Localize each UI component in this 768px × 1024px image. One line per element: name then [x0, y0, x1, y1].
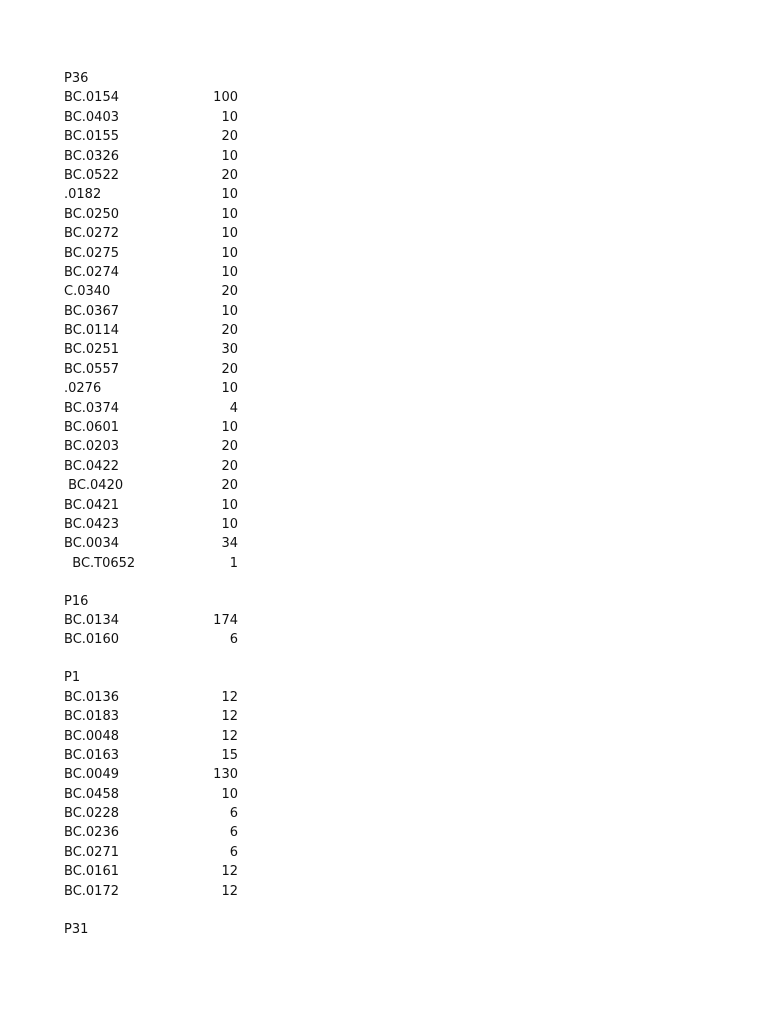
- item-code: BC.0374: [64, 400, 119, 416]
- item-quantity: 130: [213, 767, 238, 783]
- list-item: [64, 534, 264, 553]
- item-code: BC.0172: [64, 883, 119, 899]
- list-item: [64, 882, 264, 901]
- item-quantity: 20: [221, 284, 238, 300]
- list-item: [64, 302, 264, 321]
- item-quantity: 34: [221, 536, 238, 552]
- list-item: [64, 360, 264, 379]
- item-code: BC.0275: [64, 245, 119, 261]
- list-item: [64, 282, 264, 301]
- item-code: BC.0236: [64, 825, 119, 841]
- item-code: BC.0136: [64, 689, 119, 705]
- item-quantity: 10: [221, 206, 238, 222]
- item-code: BC.0251: [64, 342, 119, 358]
- item-quantity: 20: [221, 167, 238, 183]
- item-quantity: 10: [221, 786, 238, 802]
- item-code: .0182: [64, 187, 102, 203]
- item-code: BC.0601: [64, 420, 119, 436]
- list-item: [64, 340, 264, 359]
- item-quantity: 10: [221, 187, 238, 203]
- item-quantity: 4: [229, 400, 238, 416]
- list-item: [64, 399, 264, 418]
- item-quantity: 6: [229, 825, 238, 841]
- list-item: [64, 804, 264, 823]
- list-item: [64, 379, 264, 398]
- list-item: [64, 862, 264, 881]
- document-sheet: [64, 69, 264, 939]
- list-item: [64, 127, 264, 146]
- item-quantity: 10: [221, 226, 238, 242]
- item-code: BC.0049: [64, 767, 119, 783]
- item-code: BC.0458: [64, 786, 119, 802]
- item-quantity: 10: [221, 148, 238, 164]
- item-quantity: 12: [221, 689, 238, 705]
- item-code: BC.0557: [64, 361, 119, 377]
- group-2: [64, 668, 264, 901]
- list-item: [64, 88, 264, 107]
- item-code: BC.0420: [64, 478, 124, 494]
- item-quantity: 12: [221, 728, 238, 744]
- item-quantity: 6: [229, 806, 238, 822]
- list-item: [64, 205, 264, 224]
- list-item: [64, 765, 264, 784]
- list-item: [64, 437, 264, 456]
- item-code: C.0340: [64, 284, 111, 300]
- item-code: BC.0161: [64, 864, 119, 880]
- list-item: [64, 244, 264, 263]
- list-item: [64, 147, 264, 166]
- item-quantity: 20: [221, 323, 238, 339]
- item-code: BC.0421: [64, 497, 119, 513]
- item-code: BC.0272: [64, 226, 119, 242]
- group-header: P31: [64, 921, 89, 937]
- list-item: [64, 224, 264, 243]
- list-item: [64, 185, 264, 204]
- item-quantity: 10: [221, 516, 238, 532]
- item-code: .0276: [64, 381, 102, 397]
- item-code: BC.0154: [64, 90, 119, 106]
- item-code: BC.0403: [64, 109, 119, 125]
- item-code: BC.0522: [64, 167, 119, 183]
- item-code: BC.0274: [64, 264, 119, 280]
- item-code: BC.0183: [64, 709, 119, 725]
- list-item: [64, 746, 264, 765]
- list-item: [64, 843, 264, 862]
- item-quantity: 1: [229, 555, 238, 571]
- item-code: BC.0034: [64, 536, 119, 552]
- list-item: [64, 707, 264, 726]
- item-code: BC.0367: [64, 303, 119, 319]
- list-item: [64, 823, 264, 842]
- item-quantity: 174: [213, 613, 238, 629]
- group-header: P16: [64, 593, 89, 609]
- list-item: [64, 727, 264, 746]
- item-code: BC.0048: [64, 728, 119, 744]
- item-code: BC.0326: [64, 148, 119, 164]
- list-item: [64, 321, 264, 340]
- item-code: BC.0155: [64, 129, 119, 145]
- item-quantity: 20: [221, 439, 238, 455]
- item-quantity: 15: [221, 747, 238, 763]
- item-code: BC.0250: [64, 206, 119, 222]
- group-header: P36: [64, 71, 89, 86]
- list-item: [64, 630, 264, 649]
- list-item: [64, 418, 264, 437]
- item-quantity: 10: [221, 381, 238, 397]
- item-quantity: 10: [221, 420, 238, 436]
- item-quantity: 20: [221, 478, 238, 494]
- item-quantity: 10: [221, 303, 238, 319]
- group-header: P1: [64, 670, 81, 686]
- item-quantity: 12: [221, 883, 238, 899]
- list-item: [64, 476, 264, 495]
- list-item: [64, 515, 264, 534]
- group-3: [64, 920, 264, 939]
- item-quantity: 10: [221, 264, 238, 280]
- item-code: BC.0423: [64, 516, 119, 532]
- item-quantity: 10: [221, 245, 238, 261]
- item-code: BC.0163: [64, 747, 119, 763]
- item-quantity: 10: [221, 109, 238, 125]
- list-item: [64, 263, 264, 282]
- list-item: [64, 496, 264, 515]
- item-quantity: 20: [221, 361, 238, 377]
- group-1: [64, 592, 264, 650]
- item-code: BC.0114: [64, 323, 119, 339]
- item-code: BC.0160: [64, 632, 119, 648]
- item-quantity: 10: [221, 497, 238, 513]
- list-item: [64, 688, 264, 707]
- item-quantity: 12: [221, 864, 238, 880]
- list-item: [64, 554, 264, 573]
- list-item: [64, 785, 264, 804]
- item-quantity: 20: [221, 129, 238, 145]
- item-code: BC.0422: [64, 458, 119, 474]
- list-item: [64, 457, 264, 476]
- item-code: BC.0203: [64, 439, 119, 455]
- item-quantity: 12: [221, 709, 238, 725]
- list-item: [64, 611, 264, 630]
- item-code: BC.0134: [64, 613, 119, 629]
- list-item: [64, 166, 264, 185]
- item-code: BC.T0652: [64, 555, 136, 571]
- item-code: BC.0228: [64, 806, 119, 822]
- item-code: BC.0271: [64, 844, 119, 860]
- item-quantity: 100: [213, 90, 238, 106]
- item-quantity: 30: [221, 342, 238, 358]
- item-quantity: 20: [221, 458, 238, 474]
- list-item: [64, 108, 264, 127]
- item-quantity: 6: [229, 632, 238, 648]
- item-quantity: 6: [229, 844, 238, 860]
- group-0: [64, 69, 264, 573]
